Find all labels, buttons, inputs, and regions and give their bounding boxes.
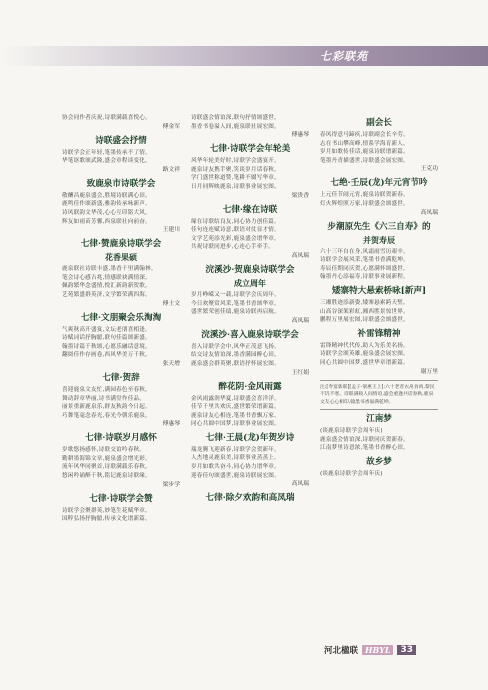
poem-block <box>62 135 180 175</box>
poem-line: 诗联盛会情谊深,联句抒情颂盛世。 <box>191 115 280 121</box>
poem-block <box>62 312 180 369</box>
poem-line: 丽景重新鹿泉乐,群友秋韵今日起。 <box>62 404 151 411</box>
poem-subtitle: 成立周年 <box>234 277 266 288</box>
annotation-note: 注:[寿宴新联][孟子·梁惠王上]:六十老者衣帛食肉,黎民不饥不寒。诗联满载人间情谊,盛会重逢共话春秋,鹿泉文友心心相印,翰墨书香溢满乾坤。 <box>320 384 435 405</box>
poem-line: 今日欢聚赏风采,笔墨书香颂华章。 <box>191 300 280 307</box>
poem-title: 步潮原先生《六三自寿》的 <box>327 221 431 232</box>
poem-line: 岁月如歌传佳话,鹿泉诗联谱新篇。 <box>320 149 409 156</box>
poem-line: 墨香书卷溢人间,鹿泉联社展宏图。 <box>191 123 280 130</box>
poem-line: 舞动辞章华丽,诗书满堂作佳品。 <box>62 395 146 402</box>
page-footer <box>324 644 416 656</box>
poem-author: 王建川 <box>162 227 180 234</box>
poem-block <box>191 381 309 429</box>
poem-title: 浣溪沙·贺鹿泉诗联学会 <box>205 264 295 275</box>
poem-line: 佳句连连赋诗意,联语对仗显才情。 <box>191 227 280 234</box>
poem-line: 缘在诗联结良友,同心协力创佳篇。 <box>191 218 280 225</box>
poem-title: 七绝·壬辰(龙)年元宵节吟 <box>330 178 428 189</box>
poem-author: 路文祥 <box>162 166 180 173</box>
poem-line: 辉友如雨苗芳馨,西泉联社向前奋。 <box>62 218 151 225</box>
poem-line: 结交诗友情谊深,墨香满园醉心田。 <box>191 352 280 359</box>
column-left <box>62 114 180 524</box>
poem-block <box>320 285 438 325</box>
poem-line: 巧舞笔毫念春光,春光今朝乐鹿泉。 <box>62 412 151 419</box>
poem-title: 副会长 <box>366 118 392 128</box>
poem-author: 高凤瑞 <box>420 209 438 216</box>
poem-block <box>191 329 309 378</box>
poem-line: 人杰地灵鹿泉美,诗联事业蒸蒸上。 <box>191 455 280 462</box>
poem-block <box>320 328 438 377</box>
poem-line: 岁月如歌共奋斗,同心协力谱华章。 <box>191 464 280 471</box>
poem-block <box>191 432 309 489</box>
poem-line: 敬酬昌鹿泉盛会,胜境诗联满心田。 <box>62 192 151 199</box>
poem-line: 悠闲吟诵醉千秋,铭记鹿泉诗联缘。 <box>62 473 151 480</box>
poem-block <box>191 143 309 200</box>
poem-block <box>191 114 309 140</box>
poem-author: 高凤瑞 <box>291 481 309 488</box>
poem-line: 鹿泉盛会情谊深,诗联同庆贺新春。 <box>320 436 409 443</box>
poem-line: 岁月峥嵘又一载,诗联学会庆周年。 <box>191 291 280 298</box>
poem-line: 金风雨露润华夏,诗联盛会喜洋洋。 <box>191 395 280 402</box>
poem-line: (谈鹿泉诗联学会周年庆) <box>320 471 383 478</box>
poem-line: 寿辰佳期同庆贺,心愿满怀颂盛世。 <box>320 265 409 272</box>
poem-block <box>62 238 180 308</box>
poem-title: 七律·文朋聚会乐淘淘 <box>80 312 162 323</box>
poem-line: 同心共圆中国梦,盛世华章谱新篇。 <box>320 359 409 366</box>
poem-line: 春风得意马蹄疾,诗联副会长辛劳。 <box>320 132 409 138</box>
section-banner <box>0 46 488 66</box>
poem-line: 六十三年自在身,风霜雨雪历艰辛。 <box>320 248 409 255</box>
poem-line: 笔会诗心感吉兆,情感联袂满情深。 <box>62 274 151 281</box>
poem-line: 风华年轮美好时,诗联学会盛宴开。 <box>191 158 280 165</box>
poem-line: 华笔讴歌颂武隆,盛会章程谈变化。 <box>62 158 151 165</box>
poem-author: 王克功 <box>420 166 438 173</box>
journal-logo: HBYL <box>362 645 394 655</box>
poem-author: 傅士文 <box>162 300 180 307</box>
poem-author: 高凤瑞 <box>291 252 309 259</box>
poem-line: 同心共圆中国梦,诗联事业展宏图。 <box>191 421 280 428</box>
poem-line: (谈鹿泉诗联学会周年庆) <box>320 428 383 435</box>
poem-line: 共祝诗联同进步,心连心手牵手。 <box>191 244 275 251</box>
poem-title: 七律·贺辞 <box>102 372 140 383</box>
poem-title: 致鹿泉市诗联学会 <box>86 178 156 189</box>
poem-line: 诗联学会颂英雄,鹿泉盛会展宏图。 <box>320 351 409 358</box>
poem-title: 七律·缘在诗联 <box>222 204 278 215</box>
poem-line: 上元佳节闹元宵,鹿泉诗联贺新春。 <box>320 192 409 199</box>
poem-author: 傅惠琴 <box>162 421 180 428</box>
poem-line: 三湘胜迹添新姿,矮寨悬索跨天堑。 <box>320 299 409 306</box>
poem-line: 佩韵繁华念盛情,悦汇新韵新贺歌。 <box>62 283 151 290</box>
poem-line: 学门盛世称道赞,笔耕不辍写华章。 <box>191 175 280 182</box>
poem-line: 翰墨诗篇千秋颂,心愿乐融话意境。 <box>62 343 151 350</box>
poem-line: 翰墨丹心添福寿,诗联事业展新程。 <box>320 274 409 281</box>
poem-block <box>62 114 180 132</box>
poem-line: 鹿泉联社诗联丰盛,墨香千里满翰林。 <box>62 266 157 273</box>
poem-line: 山高谷深架彩虹,湘西胜景惊世界。 <box>320 308 409 315</box>
poem-block <box>62 178 180 235</box>
poem-subtitle: 花香果硕 <box>105 252 137 263</box>
poem-line: 灯火辉煌照万家,诗联盛会颂盛世。 <box>320 200 409 207</box>
poem-title: 江南梦 <box>366 414 392 425</box>
poem-line: 国粹弘扬抒胸臆,传承文化谱新篇。 <box>62 516 151 523</box>
poem-line: 迎春佳句颂盛世,鹿泉诗联展宏图。 <box>191 472 280 479</box>
poem-block <box>62 372 180 429</box>
poem-line: 笔墨丹青描盛世,诗联盛会展宏图。 <box>320 157 409 164</box>
poem-author: 傅金军 <box>162 123 180 130</box>
poem-line: 日月同辉映鹿泉,诗联事业展宏图。 <box>191 183 280 190</box>
poem-line: 鹿泉诗友携手聚,笑谈岁月话春秋。 <box>191 166 280 173</box>
poem-line: 艺苑繁盛群英济,文学繁荣满四海。 <box>62 291 151 298</box>
poem-title: 醉花阴·金风雨露 <box>218 381 282 392</box>
section-title: 七彩联苑 <box>320 50 368 63</box>
page-number: 33 <box>397 645 416 655</box>
poem-line: 诗联学会正年轻,笔墨传承不了情。 <box>62 149 151 156</box>
poem-line: 诗联学会聚群英,妙笔生花赋华章。 <box>62 507 151 514</box>
poem-author: 谢万里 <box>420 368 438 375</box>
poem-line: 志在书山攀高峰,情系学海育新人。 <box>320 140 409 147</box>
column-right <box>320 114 438 479</box>
poem-title: 七律·诗联学会赞 <box>89 493 153 504</box>
column-middle <box>191 114 309 506</box>
poem-line: 翻阅佳作存画卷,西风华美万千秋。 <box>62 352 151 359</box>
poem-author: 傅惠琴 <box>291 132 309 139</box>
poem-line: 岁歌悠扬感怀,诗联交谊吟春秋。 <box>62 447 146 454</box>
poem-line: 诗赋词话抒胸臆,联句佳篇颂新盛。 <box>62 335 151 342</box>
poem-title: 补雷锋精神 <box>357 328 401 339</box>
poem-block <box>320 117 438 174</box>
poem-block <box>320 380 438 411</box>
poem-block <box>320 413 438 453</box>
poem-line: 诗联学会展风采,笔墨书香满乾坤。 <box>320 257 409 264</box>
poem-line: 鹿泉诗友心相连,笔墨书香飘万家。 <box>191 412 280 419</box>
journal-name: 河北楹联 <box>323 646 358 656</box>
poem-block <box>62 432 180 489</box>
poem-line: 鹏程万里展宏图,诗联盛会颂盛世。 <box>320 317 409 324</box>
poem-line: 江南梦里诗意浓,笔墨书香醉心田。 <box>320 445 409 452</box>
poem-block <box>191 264 309 326</box>
divider-rule <box>320 409 438 410</box>
poem-title: 诗联盛会抒情 <box>95 135 147 146</box>
poem-line: 喜迎鹿泉文友忙,满园春色至春秋。 <box>62 386 151 393</box>
poem-line: 勤耕墨海锦文章,鹿泉盛会增光彩。 <box>62 455 151 462</box>
poem-line: 诗风联韵文华茂,心心互印铭大风。 <box>62 209 151 216</box>
poem-block <box>320 456 438 479</box>
poem-line: 鹿鸣佳作颂新盛,雅韵传承咏新声。 <box>62 201 151 208</box>
poem-author: 梁步学 <box>162 481 180 488</box>
poem-author: 王红娟 <box>291 369 309 376</box>
poem-block <box>320 177 438 217</box>
poem-line: 瑞龙腾飞迎新春,诗联学会贺新年。 <box>191 446 280 453</box>
poem-title: 七律·赞鹿泉诗联学会 <box>80 239 162 250</box>
poem-title: 七律·除夕欢韵和高凤瑞 <box>205 493 295 504</box>
poem-line: 流年风华同聚首,诗联满载乐春秋。 <box>62 464 151 471</box>
poem-block <box>191 492 309 504</box>
poem-line: 佳节千里共欢庆,盛世繁荣谱新篇。 <box>191 404 280 411</box>
poem-author: 梁贵香 <box>291 192 309 199</box>
poem-line: 协会同作者庆祝,诗联满载喜悦心。 <box>62 115 151 121</box>
poem-line: 雷锋精神代代传,助人为乐美名扬。 <box>320 342 409 349</box>
poem-subtitle: 并贺寿辰 <box>363 234 395 245</box>
poem-line: 盛世繁荣创佳绩,鹿泉诗联再启航。 <box>191 309 280 316</box>
poem-title: 浣溪沙·喜入鹿泉诗联学会 <box>201 329 299 340</box>
poem-block <box>320 221 438 282</box>
poem-title: 七律·诗联学会年轮美 <box>209 144 291 155</box>
poem-line: 气爽秋高开盛宴,文坛老朋喜相逢。 <box>62 326 151 333</box>
poem-title: 故乡梦 <box>366 457 392 468</box>
poem-block <box>62 493 180 524</box>
poem-title: 七律·诗联岁月感怀 <box>85 433 157 444</box>
poem-title: 七律·王晨(龙)年贺岁诗 <box>205 432 295 443</box>
poem-author: 高凤瑞 <box>291 317 309 324</box>
poem-line: 文学艺苑添光彩,鹿泉盛会谱华章。 <box>191 235 280 242</box>
poem-block <box>191 204 309 261</box>
poem-title: 矮寨特大悬索桥咏[新声] <box>331 285 427 296</box>
poem-line: 鹿泉盛会群英聚,联语抒怀展宏图。 <box>191 360 280 367</box>
divider-rule <box>320 380 438 381</box>
poem-author: 张天增 <box>162 360 180 367</box>
poem-line: 喜入诗联学会中,风华正茂意飞扬。 <box>191 343 280 350</box>
